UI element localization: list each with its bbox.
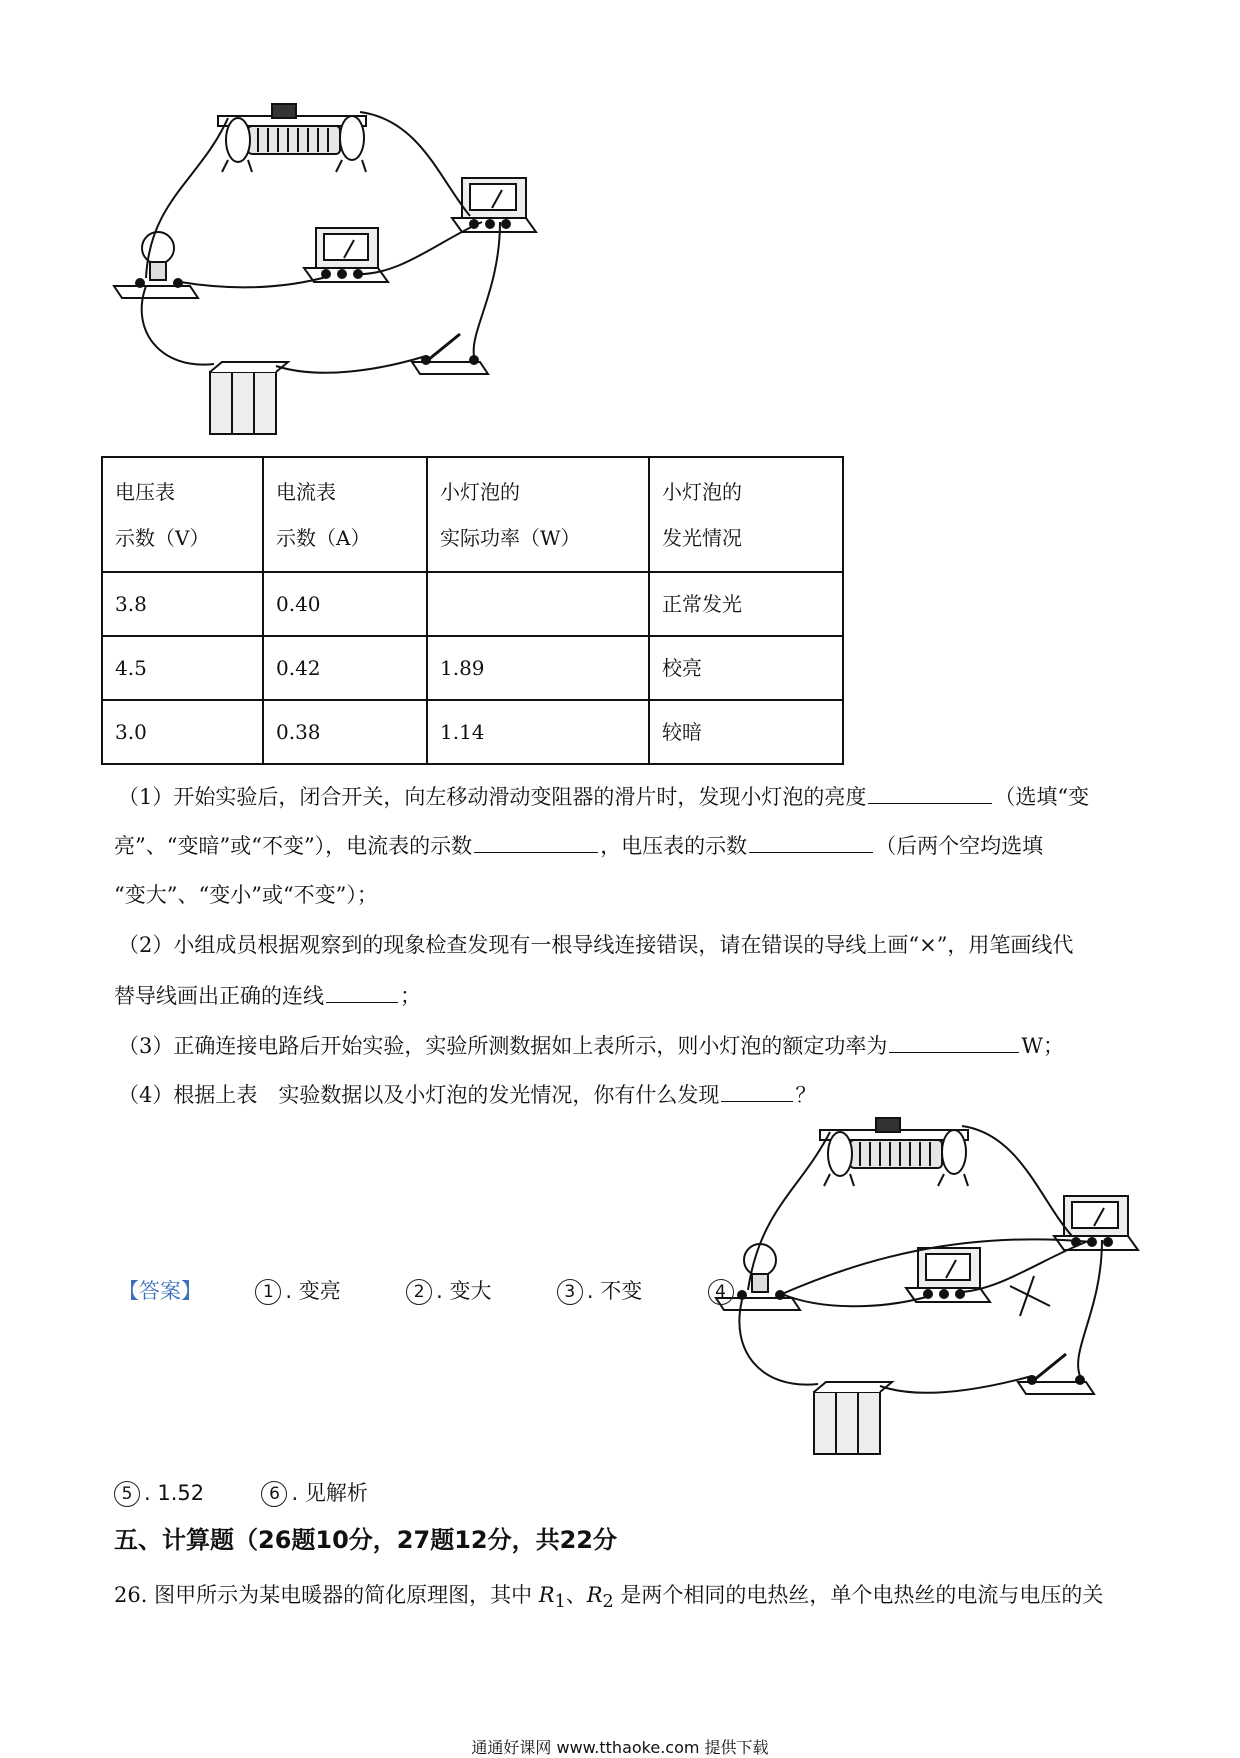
table-cell: 0.40 bbox=[263, 572, 427, 636]
question-1-line-2: 亮”、“变暗”或“不变”），电流表的示数 ，电压表的示数 （后两个空均选填 bbox=[114, 830, 1043, 861]
answer-blank bbox=[721, 1079, 793, 1102]
answer-blank bbox=[889, 1030, 1019, 1053]
question-2-line-2: 替导线画出正确的连线 ； bbox=[114, 980, 421, 1011]
answer-item-3: 3 . 不变 bbox=[557, 1279, 642, 1303]
table-cell: 3.0 bbox=[102, 700, 263, 764]
table-header-row bbox=[102, 457, 843, 572]
footer-text: 通通好课网 www.tthaoke.com 提供下载 bbox=[471, 1738, 769, 1757]
table-row bbox=[102, 572, 843, 636]
answer-line-2 bbox=[114, 1478, 368, 1508]
question-26: 26. 图甲所示为某电暖器的简化原理图，其中 $R_1$、$R_2$ 是两个相同的电热丝，单个电热丝的电流与电压的关 bbox=[114, 1583, 1104, 1613]
header-cell: 小灯泡的 实际功率（W） bbox=[427, 457, 649, 572]
answer-item-4: 4 . bbox=[708, 1279, 745, 1303]
table-cell: 1.89 bbox=[427, 636, 649, 700]
table-row bbox=[102, 636, 843, 700]
answer-line-1 bbox=[118, 1276, 744, 1306]
question-2-line-1: （2）小组成员根据观察到的现象检查发现有一根导线连接错误，请在错误的导线上画“×”，用笔画线代 bbox=[118, 933, 1074, 957]
answer-blank bbox=[474, 830, 598, 853]
question-1-line-1: （1）开始实验后，闭合开关，向左移动滑动变阻器的滑片时，发现小灯泡的亮度 （选填“变 bbox=[118, 781, 1089, 812]
table-cell: 1.14 bbox=[427, 700, 649, 764]
question-3: （3）正确连接电路后开始实验，实验所测数据如上表所示，则小灯泡的额定功率为 W； bbox=[118, 1030, 1064, 1061]
answer-blank bbox=[326, 980, 398, 1003]
table-row bbox=[102, 700, 843, 764]
table-cell: 较暗 bbox=[649, 700, 843, 764]
table-cell: 正常发光 bbox=[649, 572, 843, 636]
question-4: （4）根据上表 实验数据以及小灯泡的发光情况，你有什么发现 ？ bbox=[118, 1079, 816, 1110]
section-title: 五、计算题（26题10分，27题12分，共22分 bbox=[114, 1526, 617, 1554]
table-cell bbox=[427, 572, 649, 636]
answer-tag: 【答案】 bbox=[118, 1279, 202, 1303]
answer-blank bbox=[868, 781, 992, 804]
table-cell: 0.38 bbox=[263, 700, 427, 764]
answer-item-2: 2 . 变大 bbox=[406, 1279, 491, 1303]
answer-item-1: 1 . 变亮 bbox=[255, 1279, 340, 1303]
header-cell: 小灯泡的 发光情况 bbox=[649, 457, 843, 572]
table-cell: 4.5 bbox=[102, 636, 263, 700]
table-cell: 校亮 bbox=[649, 636, 843, 700]
question-1-line-3: “变大”、“变小”或“不变”）； bbox=[114, 883, 378, 907]
answer-item-6: 6 . 见解析 bbox=[261, 1481, 367, 1505]
header-cell: 电压表 示数（V） bbox=[102, 457, 263, 572]
header-cell: 电流表 示数（A） bbox=[263, 457, 427, 572]
circuit-diagram-1 bbox=[0, 0, 1240, 460]
data-table bbox=[101, 456, 844, 765]
table-cell: 0.42 bbox=[263, 636, 427, 700]
answer-item-5: 5 . 1.52 bbox=[114, 1481, 204, 1505]
answer-blank bbox=[749, 830, 873, 853]
table-cell: 3.8 bbox=[102, 572, 263, 636]
